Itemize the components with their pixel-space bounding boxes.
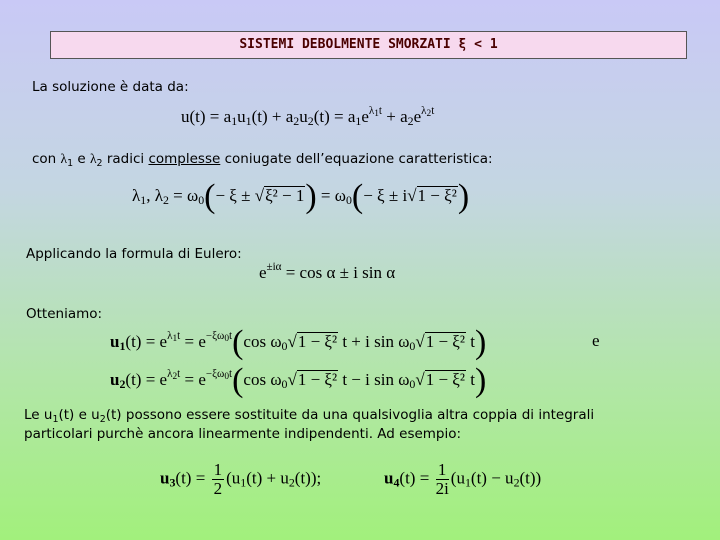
e-conjunction: e	[592, 331, 600, 350]
euler-formula: $e^{\pm i\alpha} = \cos \alpha \pm i$ sin α	[259, 261, 396, 282]
fraction-half: $\frac{1}{2}$	[213, 460, 223, 498]
otteniamo-text: Otteniamo:	[26, 306, 103, 322]
intro-text: La soluzione è data da:	[32, 79, 189, 95]
paragraph-line-1: Le $u_1(t)$ e $u_2(t)$ possono essere sostituite da una qualsivoglia altra coppia di integrali	[24, 407, 595, 425]
roots-equation: $\lambda_1$, $\lambda_2 = \omega_0(- \xi \pm √\xi^2 - 1) = \omega_0(- \xi \pm i√1 - \xi^2)$	[132, 178, 470, 215]
u3-equation: $u_3(t)$ = $\frac{1}{2}$ $(u_1(t) + u_2(t))$;	[160, 460, 322, 498]
u2-equation: $u_2(t) = e^{\lambda_2t} = e^{-\xi\omega_0t}(\cos$ $\omega_0√1 - \xi^2$ t − i $\sin \omega_0√1 - \xi^2$ t)	[110, 362, 487, 399]
roots-text: con $\lambda_1$ e $\lambda_2$ radici complesse coniugate dell’equazione caratteristica:	[32, 151, 493, 169]
general-solution-equation: $u(t) = a_1u_1(t) + a_2u_2(t) = a_1e^{\lambda_1t} + a_2e^{\lambda_2t}$	[181, 105, 435, 128]
fraction-half-i: $\frac{1}{2i}$	[435, 460, 449, 498]
paragraph-line-2: particolari purchè ancora linearmente indipendenti. Ad esempio:	[24, 426, 462, 442]
slide-title: SISTEMI DEBOLMENTE SMORZATI ξ < 1	[50, 31, 687, 59]
u1-equation: $u_1(t) = e^{\lambda_1t} = e^{-\xi\omega_0t}(\cos$ $\omega_0√1 - \xi^2$ t + i $\sin \omega_0√1 - \xi^2$ t)	[110, 324, 487, 361]
u4-equation: $u_4(t)$ = $\frac{1}{2i}$ $(u_1(t) - u_2(t))$	[384, 460, 542, 498]
euler-text: Applicando la formula di Eulero:	[26, 246, 242, 262]
